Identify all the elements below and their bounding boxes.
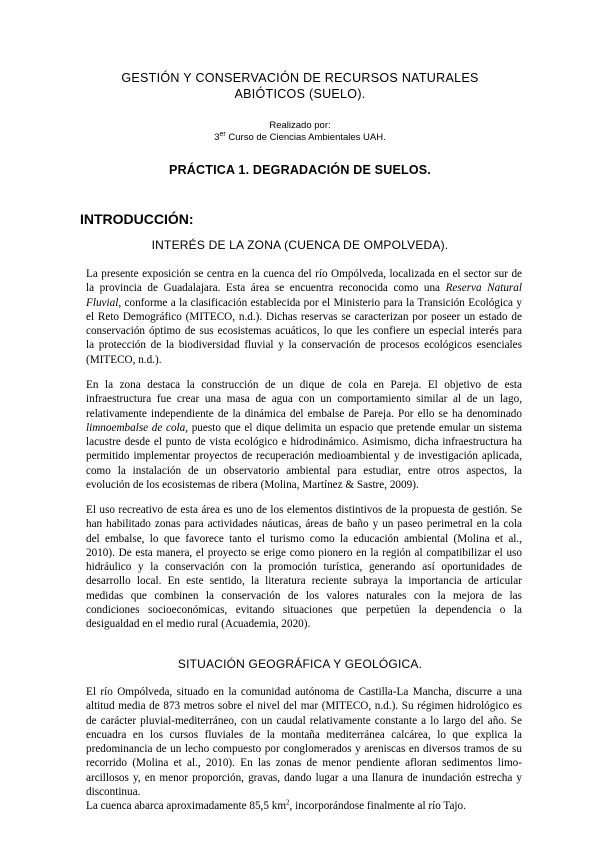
text-line: infraestructura fue crear una masa de agua con un comportamiento similar al de un lago, xyxy=(86,393,522,406)
text-line: la protección de la biodiversidad fluvial y la conservación de procesos ecológicos esenciales xyxy=(86,339,522,352)
text-line: En la zona destaca la construcción de un dique de cola en Pareja. El objetivo de esta xyxy=(86,379,522,391)
credits-course xyxy=(100,132,500,144)
italic-term: Reserva Natural xyxy=(445,282,522,295)
text-line: como la instalación de un observatorio ambiental para estudiar, entre otros aspectos, la xyxy=(86,464,522,477)
subsection-heading: SITUACIÓN GEOGRÁFICA Y GEOLÓGICA. xyxy=(177,657,423,671)
text-line: condiciones socioeconómicas, evitando situaciones que perpetúen la dependencia o la xyxy=(86,604,522,617)
text-run: , incorporándose finalmente al río Tajo. xyxy=(289,800,466,813)
text-run: , puesto que el dique delimita un espacio que pretende emular un sistema xyxy=(185,421,522,434)
text-line: han habilitado zonas para actividades náuticas, áreas de baño y un paseo perimetral en la cola xyxy=(86,518,522,531)
text-line: medidas que combinen la conservación de los valores naturales con la mejora de las xyxy=(86,589,522,602)
text-line: El uso recreativo de esta área es uno de los elementos distintivos de la propuesta de gestión. Se xyxy=(86,504,522,516)
subsection-heading: INTERÉS DE LA ZONA (CUENCA DE OMPOLVEDA). xyxy=(151,238,449,252)
paragraph xyxy=(86,503,522,632)
text-line: permitido implementar proyectos de recuperación medioambiental y de investigación aplicada, xyxy=(86,450,522,463)
document-title xyxy=(90,70,510,102)
italic-term: Fluvial xyxy=(86,296,119,309)
paragraph xyxy=(86,267,522,367)
text-line: lacustre desde el punto de vista ecológico e hidrodinámico. Asimismo, dicha infraestructura ha xyxy=(86,436,522,449)
superscript: 2 xyxy=(286,798,290,807)
text-line: desigualdad en el medio rural (Acuademia, 2020). xyxy=(86,618,311,631)
text-line xyxy=(86,281,522,295)
course-number: 3 xyxy=(214,132,220,143)
credits xyxy=(100,120,500,144)
course-text: Curso de Ciencias Ambientales UAH. xyxy=(225,132,386,143)
text-line: discontinua. xyxy=(86,786,141,799)
practice-title: PRÁCTICA 1. DEGRADACIÓN DE SUELOS. xyxy=(169,163,431,177)
text-run: la provincia de Guadalajara. Esta área se encuentra reconocida como una xyxy=(86,282,446,295)
text-line: recorrido (Molina et al., 2010). En las zonas de menor pendiente afloran sedimentos limo- xyxy=(86,757,522,770)
text-run: La cuenca abarca aproximadamente 85,5 km xyxy=(86,800,287,813)
text-run: , conforme a la clasificación establecida por el Ministerio para la Transición Ecológica y xyxy=(118,296,522,309)
text-line xyxy=(86,799,522,813)
text-line: desarrollo local. En este sentido, la literatura reciente subraya la importancia de articular xyxy=(86,575,522,588)
section-heading: INTRODUCCIÓN: xyxy=(80,211,194,227)
text-line: 2010). De esta manera, el proyecto se erige como pionero en la región al compatibilizar el uso xyxy=(86,546,522,559)
credits-label: Realizado por: xyxy=(269,120,331,131)
text-line: predominancia de un lecho compuesto por conglomerados y areniscas en diversos tramos de su xyxy=(86,743,522,756)
text-line: altitud media de 873 metros sobre el nivel del mar (MITECO, n.d.). Su régimen hidrológico es xyxy=(86,700,522,713)
course-ordinal: er xyxy=(219,130,226,138)
text-line: hidráulico y la conservación con la promoción turística, generando así oportunidades de xyxy=(86,561,522,574)
paragraph xyxy=(86,378,522,492)
text-line xyxy=(86,296,522,310)
paragraph xyxy=(86,685,522,814)
text-line xyxy=(86,421,522,435)
text-line: La presente exposición se centra en la cuenca del río Ompólveda, localizada en el sector sur de xyxy=(86,268,522,280)
text-line: del embalse, lo que favorece tanto el turismo como la educación ambiental (Molina et al., xyxy=(86,532,522,545)
text-line: arcillosos y, en menor proporción, gravas, dando lugar a una llanura de inundación estrecha y xyxy=(86,771,522,784)
text-line: relativamente independiente de la dinámica del embalse de Pareja. Por ello se ha denominado xyxy=(86,407,522,420)
text-line: El río Ompólveda, situado en la comunidad autónoma de Castilla-La Mancha, discurre a una xyxy=(86,686,522,698)
text-line: de carácter pluvial-mediterráneo, con un caudal relativamente constante a lo largo del año. Se xyxy=(86,714,522,727)
italic-term: limnoembalse de cola xyxy=(86,421,186,434)
title-line: ABIÓTICOS (SUELO). xyxy=(234,87,366,101)
title-line: GESTIÓN Y CONSERVACIÓN DE RECURSOS NATURALES xyxy=(121,71,479,85)
text-line: evolución de los ecosistemas de ribera (Molina, Martínez & Sastre, 2009). xyxy=(86,479,419,492)
text-line: (MITECO, n.d.). xyxy=(86,353,162,366)
text-line: el Reto Demográfico (MITECO, n.d.). Dichas reservas se caracterizan por poseer un estado de xyxy=(86,310,522,323)
text-line: encuadra en los cursos fluviales de la montaña mediterránea calcárea, lo que explica la xyxy=(86,728,522,741)
text-line: conservación óptimo de sus ecosistemas acuáticos, lo que les confiere un especial interés para xyxy=(86,325,522,338)
